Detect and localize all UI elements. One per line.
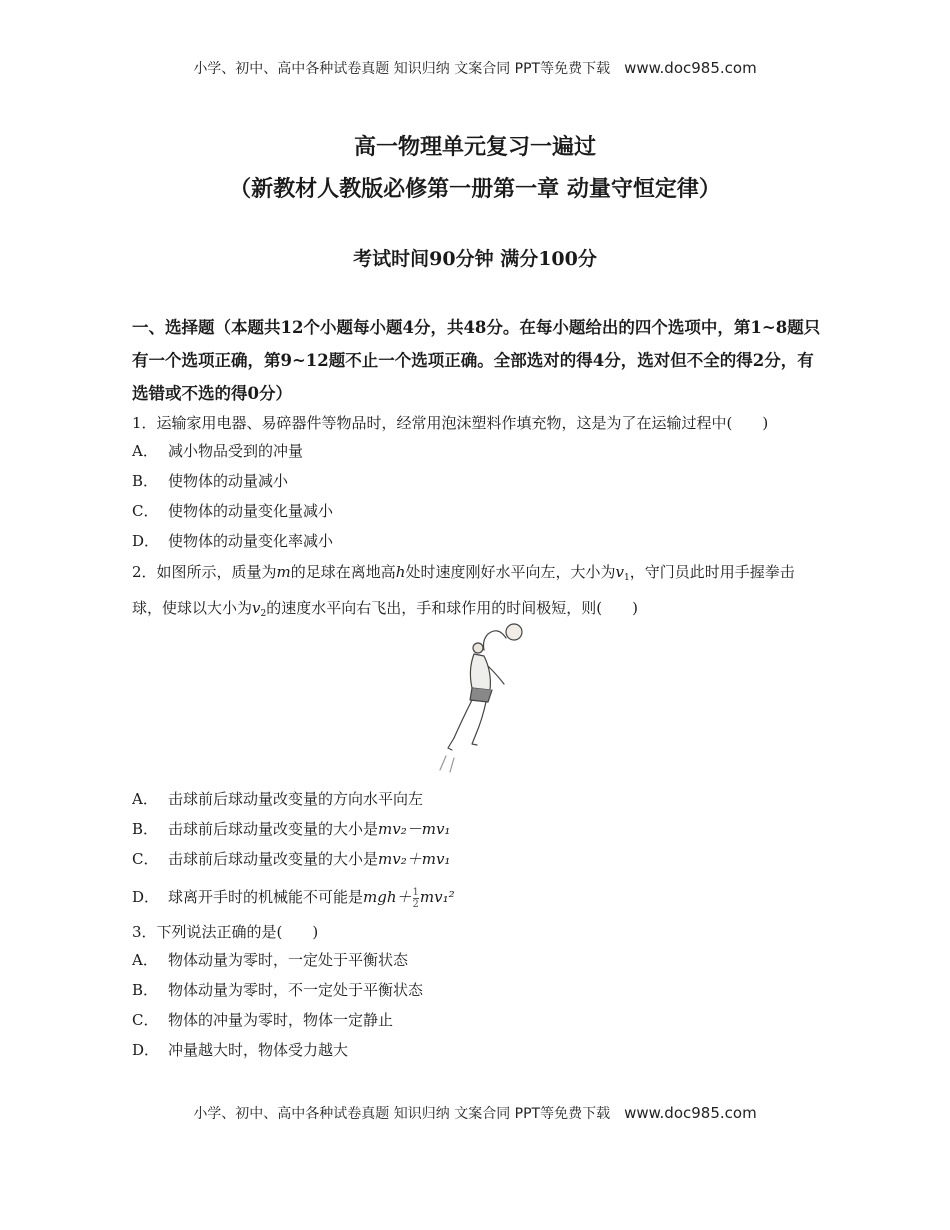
page-header xyxy=(0,58,950,78)
q1-option-c: C． 使物体的动量变化量减小 xyxy=(132,502,334,520)
header-text: 小学、初中、高中各种试卷真题 知识归纳 文案合同 PPT等免费下载 xyxy=(193,61,611,77)
doc-title-line1: 高一物理单元复习一遍过 xyxy=(353,135,596,160)
q3-option-b: B． 物体动量为零时，不一定处于平衡状态 xyxy=(132,981,424,999)
q2-option-a: A． 击球前后球动量改变量的方向水平向左 xyxy=(132,790,424,808)
legs xyxy=(454,700,486,738)
raised-arm xyxy=(484,631,507,650)
doc-title-line2: （新教材人教版必修第一册第一章 动量守恒定律） xyxy=(229,177,721,202)
q3-stem: 3．下列说法正确的是( ) xyxy=(132,923,319,941)
feet xyxy=(448,734,477,750)
exam-info: 考试时间90分钟 满分100分 xyxy=(353,248,597,270)
q1-option-d: D． 使物体的动量变化率减小 xyxy=(132,532,334,550)
goalkeeper-figure xyxy=(432,620,532,780)
head xyxy=(473,643,483,653)
q1-stem: 1．运输家用电器、易碎器件等物品时，经常用泡沫塑料作填充物，这是为了在运输过程中( ) xyxy=(132,414,769,432)
q2-stem: 2．如图所示，质量为m的足球在离地高h处时速度刚好水平向左，大小为$v_1$，守门员此时用手握拳击球，使球以大小为$v_2$的速度水平向右飞出，手和球作用的时间极短，则( ) xyxy=(132,563,795,619)
footer-url[interactable]: www.doc985.com xyxy=(624,1104,757,1122)
page-footer xyxy=(0,1103,950,1123)
torso xyxy=(470,654,490,690)
q3-option-c: C． 物体的冲量为零时，物体一定静止 xyxy=(132,1011,394,1029)
footer-text: 小学、初中、高中各种试卷真题 知识归纳 文案合同 PPT等免费下载 xyxy=(193,1106,611,1122)
motion-lines xyxy=(440,756,454,772)
section-heading: 一、选择题（本题共12个小题每小题4分，共48分。在每小题给出的四个选项中，第1~8题只有一个选项正确，第9~12题不止一个选项正确。全部选对的得4分，选对但不全的得2分，有选错或不选的得0分） xyxy=(132,318,821,403)
fraction-half: $\frac{1}{2}$ xyxy=(412,886,419,910)
q2-option-d: D． 球离开手时的机械能不可能是mgh＋ $\frac{1}{2}$ mv₁² xyxy=(132,886,455,910)
q3-option-a: A． 物体动量为零时，一定处于平衡状态 xyxy=(132,951,409,969)
q1-option-a: A． 减小物品受到的冲量 xyxy=(132,442,304,460)
q1-option-b: B． 使物体的动量减小 xyxy=(132,472,289,490)
header-url[interactable]: www.doc985.com xyxy=(624,59,757,77)
ball-icon xyxy=(506,624,522,640)
q3-option-d: D． 冲量越大时，物体受力越大 xyxy=(132,1041,349,1059)
shorts xyxy=(470,688,492,702)
q2-option-b: B． 击球前后球动量改变量的大小是mv₂－mv₁ xyxy=(132,820,451,838)
q2-option-c: C． 击球前后球动量改变量的大小是mv₂＋mv₁ xyxy=(132,850,451,868)
